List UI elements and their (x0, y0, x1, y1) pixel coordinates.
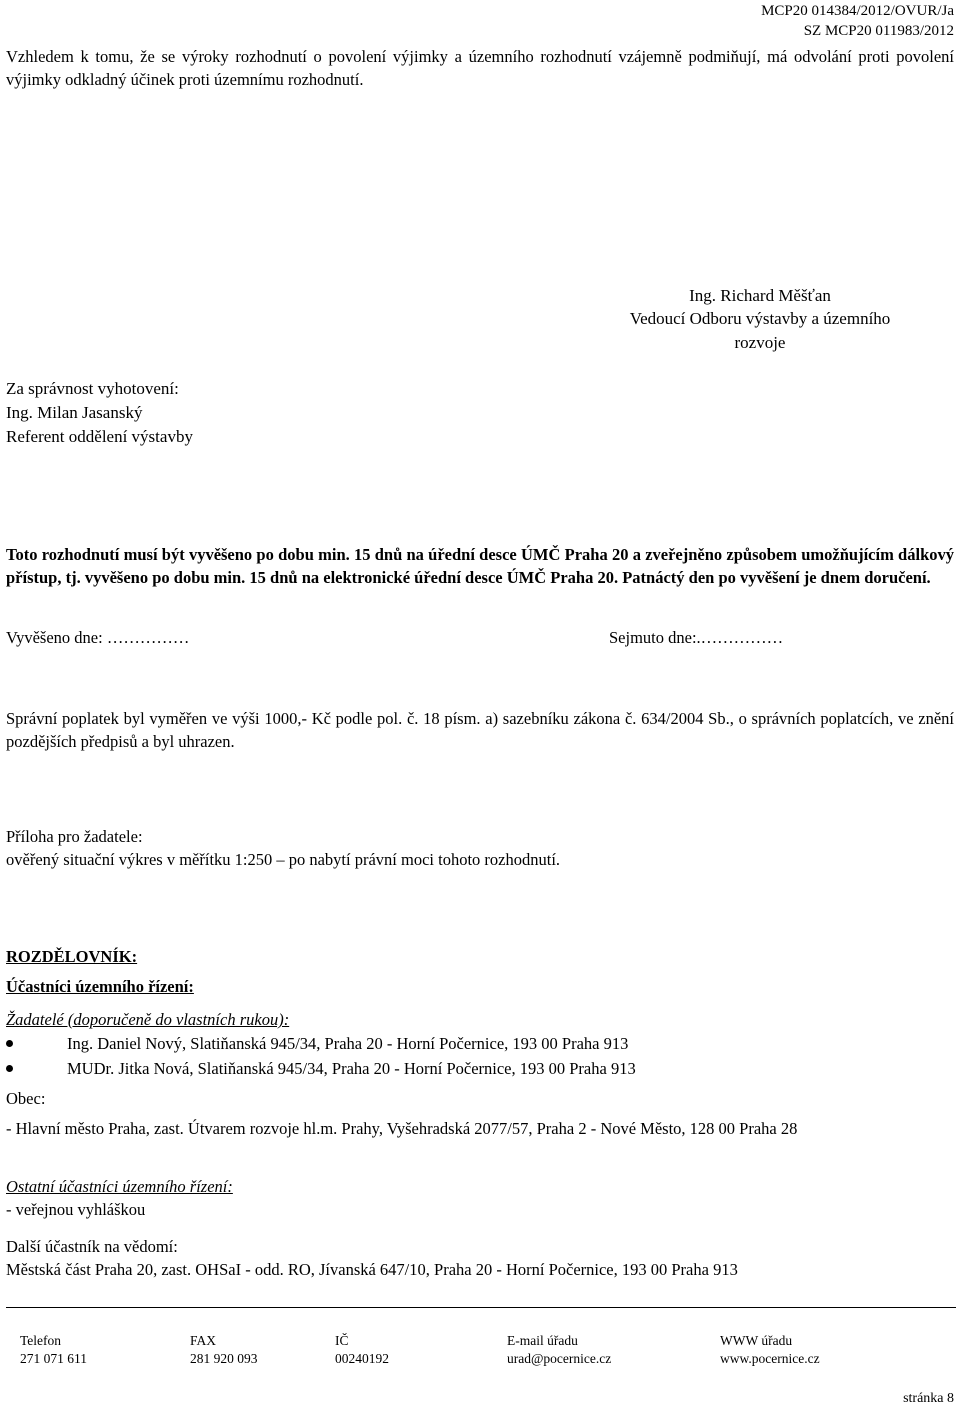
footer-divider (6, 1307, 956, 1308)
info-participant-text: Městská část Praha 20, zast. OHSaI - odd. RO, Jívanská 647/10, Praha 20 - Horní Počernice, 193 00 Praha 913 (6, 1260, 738, 1279)
municipality-label: Obec: (6, 1089, 46, 1108)
correctness-role: Referent oddělení výstavby (6, 427, 193, 446)
posting-notice: Toto rozhodnutí musí být vyvěšeno po dobu min. 15 dnů na úřední desce ÚMČ Praha 20 a zveřejněno způsobem umožňujícím dálkový přístup, tj. vyvěšeno po dobu min. 15 dnů na elektronické úřední desce ÚMČ Praha 20. Patnáctý den po vyvěšení je dnem doručení. (6, 545, 954, 587)
participants-heading: Účastníci územního řízení: (6, 977, 194, 996)
applicant-text: MUDr. Jitka Nová, Slatiňanská 945/34, Praha 20 - Horní Počernice, 193 00 Praha 913 (67, 1059, 636, 1078)
info-participant-label: Další účastník na vědomí: (6, 1237, 178, 1256)
reference-number: MCP20 014384/2012/OVUR/Ja (761, 3, 954, 19)
intro-paragraph: Vzhledem k tomu, že se výroky rozhodnutí o povolení výjimky a územního rozhodnutí vzájemně podmiňují, má odvolání proti povolení výjimky odkladný účinek proti územnímu rozhodnutí. (6, 47, 954, 89)
footer-ico-label: IČ (335, 1333, 349, 1348)
fee-paragraph: Správní poplatek byl vyměřen ve výši 1000,- Kč podle pol. č. 18 písm. a) sazebníku zákona č. 634/2004 Sb., o správních poplatcích, ve znění pozdějších předpisů a byl uhrazen. (6, 709, 954, 751)
applicants-label: Žadatelé (doporučeně do vlastních rukou): (6, 1010, 290, 1029)
removed-date-field: Sejmuto dne:.…………… (609, 628, 784, 647)
footer-fax-value: 281 920 093 (190, 1351, 258, 1366)
other-participants-text: - veřejnou vyhláškou (6, 1200, 146, 1219)
distribution-heading: ROZDĚLOVNÍK: (6, 947, 138, 966)
bullet-icon (6, 1040, 13, 1047)
bullet-icon (6, 1065, 13, 1072)
municipality-text: - Hlavní město Praha, zast. Útvarem rozvoje hl.m. Prahy, Vyšehradská 2077/57, Praha 2 - Nové Město, 128 00 Praha 28 (6, 1119, 798, 1138)
posted-date-field: Vyvěšeno dne: …………… (6, 628, 190, 647)
footer-email-value: urad@pocernice.cz (507, 1351, 612, 1366)
footer-www-label: WWW úřadu (720, 1333, 793, 1348)
attachment-text: ověřený situační výkres v měřítku 1:250 – po nabytí právní moci tohoto rozhodnutí. (6, 850, 561, 869)
footer-fax-label: FAX (190, 1333, 217, 1348)
signatory-role-cont: rozvoje (734, 333, 786, 352)
footer-ico-value: 00240192 (335, 1351, 389, 1366)
reference-number-secondary: SZ MCP20 011983/2012 (803, 23, 954, 39)
signatory-name: Ing. Richard Měšťan (689, 286, 831, 305)
footer-phone-label: Telefon (20, 1333, 62, 1348)
correctness-name: Ing. Milan Jasanský (6, 403, 143, 422)
applicant-text: Ing. Daniel Nový, Slatiňanská 945/34, Praha 20 - Horní Počernice, 193 00 Praha 913 (67, 1034, 629, 1053)
other-participants-label: Ostatní účastníci územního řízení: (6, 1177, 233, 1196)
page-number: stránka 8 (903, 1391, 954, 1406)
correctness-label: Za správnost vyhotovení: (6, 379, 179, 398)
footer-phone-value: 271 071 611 (20, 1351, 87, 1366)
footer-www-value: www.pocernice.cz (720, 1351, 820, 1366)
attachment-label: Příloha pro žadatele: (6, 827, 143, 846)
signatory-role: Vedoucí Odboru výstavby a územního (629, 309, 891, 328)
footer-email-label: E-mail úřadu (507, 1333, 578, 1348)
